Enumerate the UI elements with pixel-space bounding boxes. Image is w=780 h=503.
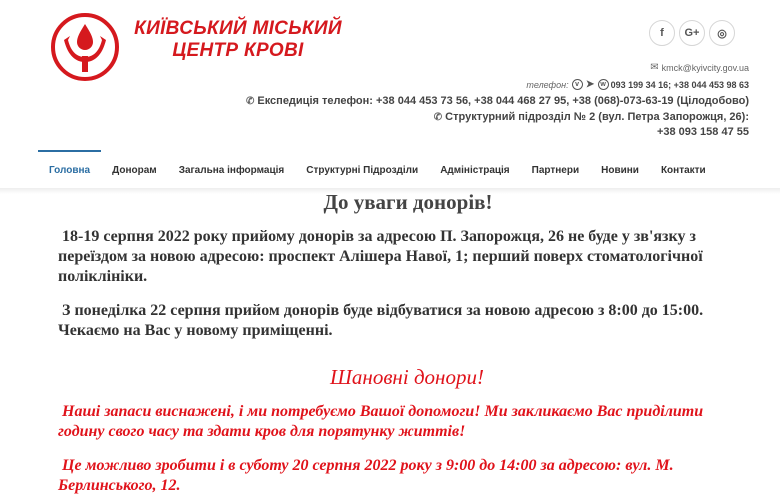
notice-paragraph-2: З понеділка 22 серпня прийом донорів буде відбуватися за новою адресою з 8:00 до 15:00. Чекаємо на Вас у новому приміщенні.	[58, 302, 704, 339]
branch-phone: +38 093 158 47 55	[656, 126, 749, 138]
expedition-text: Експедиція телефон: +38 044 453 73 56, +38 044 468 27 95, +38 (068)-073-63-19 (Цілодобово)	[257, 95, 749, 107]
social-links	[645, 20, 735, 46]
whatsapp-icon[interactable]: w	[598, 79, 609, 90]
notice-paragraph-1: 18-19 серпня 2022 року прийому донорів за адресою П. Запорожця, 26 не буде у зв'язку з переїздом за новою адресою: проспект Алішера Навої, 1; перший поверх стоматологічної поліклініки.	[58, 228, 703, 285]
phone-line	[526, 79, 749, 90]
expedition-line	[246, 95, 749, 107]
blood-center-logo-icon	[50, 12, 120, 82]
site-title-line2: ЦЕНТР КРОВІ	[172, 40, 304, 61]
facebook-icon[interactable]: f	[649, 20, 675, 46]
nav-item-news[interactable]: Новини	[601, 165, 639, 176]
nav-item-home[interactable]: Головна	[38, 150, 101, 188]
nav-item-contacts[interactable]: Контакти	[660, 165, 706, 176]
envelope-icon: ✉	[650, 62, 659, 73]
nav-item-donors[interactable]: Донорам	[112, 165, 157, 176]
donor-notice-heading: До уваги донорів!	[323, 190, 493, 214]
site-title	[118, 18, 358, 62]
telegram-icon[interactable]: ➤	[585, 79, 595, 90]
instagram-icon[interactable]: ◎	[709, 20, 735, 46]
branch-text: Структурний підрозділ № 2 (вул. Петра Запорожця, 26):	[445, 111, 749, 123]
phone-numbers: 093 199 34 16; +38 044 453 98 63	[610, 79, 749, 90]
nav-item-administration[interactable]: Адміністрація	[440, 165, 510, 176]
nav-item-general-info[interactable]: Загальна інформація	[178, 165, 285, 176]
branch-line	[434, 111, 749, 123]
main-content	[58, 190, 738, 496]
site-logo[interactable]	[50, 12, 350, 104]
email-line	[650, 62, 749, 73]
appeal-paragraph-1: Наші запаси виснажені, і ми потребуємо Вашої допомоги! Ми закликаємо Вас приділити годину свого часу та здати кров для порятунку життів!	[58, 403, 704, 440]
nav-item-departments[interactable]: Структурні Підрозділи	[306, 165, 419, 176]
phone-icon: ✆	[245, 95, 255, 107]
nav-item-partners[interactable]: Партнери	[531, 165, 580, 176]
email-link[interactable]: kmck@kyivcity.gov.ua	[661, 62, 749, 73]
main-nav	[38, 150, 717, 188]
phone-label: телефон:	[526, 79, 569, 90]
phone-icon: ✆	[433, 111, 443, 123]
google-plus-icon[interactable]: G+	[679, 20, 705, 46]
branch-phone-line	[657, 126, 749, 138]
viber-icon[interactable]: v	[572, 79, 583, 90]
appeal-paragraph-2: Це можливо зробити і в суботу 20 серпня 2022 року з 9:00 до 14:00 за адресою: вул. М. Берлинського, 12.	[58, 457, 674, 494]
site-title-line1: КИЇВСЬКИЙ МІСЬКИЙ	[134, 18, 342, 39]
appeal-heading: Шановні донори!	[330, 365, 484, 389]
